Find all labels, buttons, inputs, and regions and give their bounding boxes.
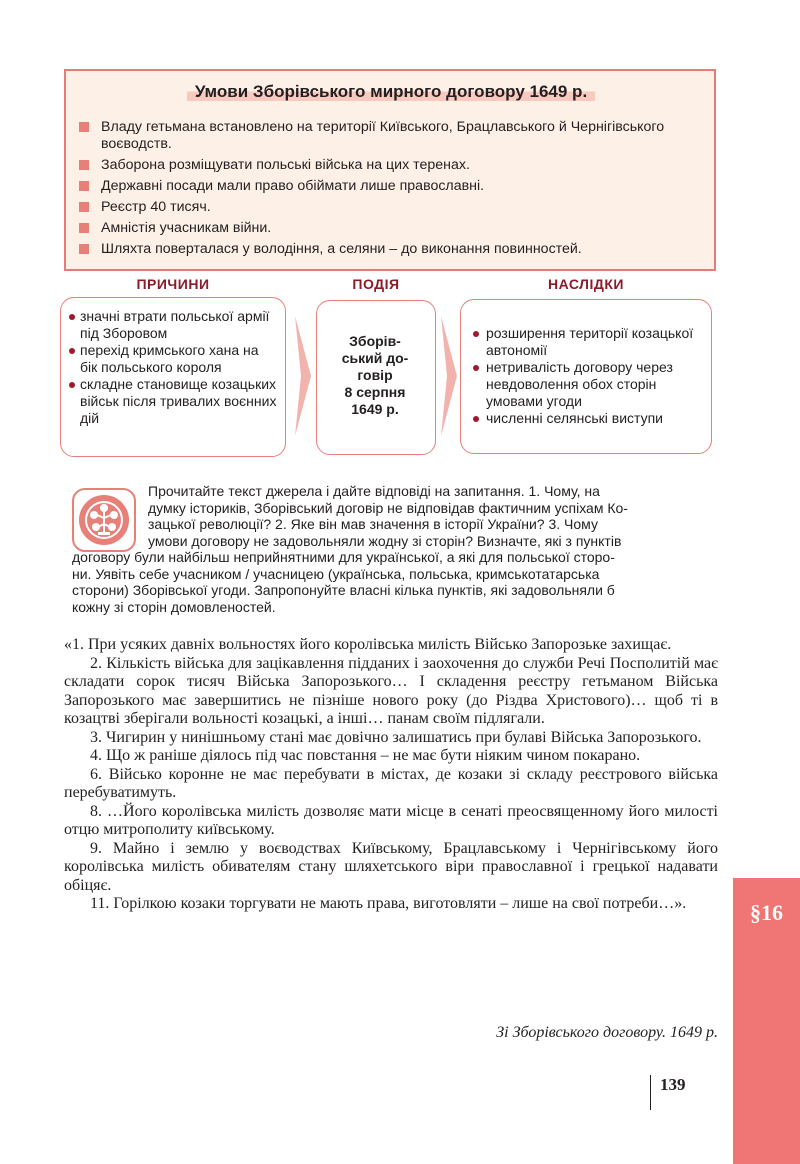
- source-attribution: Зі Зборівського договору. 1649 р.: [496, 1024, 718, 1041]
- cause-item: складне становище козацьких військ після тривалих воєнних дій: [69, 376, 279, 427]
- causes-list: [69, 308, 279, 427]
- event-text: Зборів- ський до- говір 8 серпня 1649 р.: [341, 333, 409, 417]
- source-paragraph: 11. Горілкою козаки торгувати не мають права, виготовляти – лише на свої потреби…».: [90, 895, 687, 912]
- source-paragraph: 2. Кількість війська для зацікавлення підданих і заохочення до служби Речі Посполитій має складати сорок тисяч Війська Запорозького… І складення реєстру гетьманом Війська Запорозького має завершитись не пізніше нового року (до Різдва Христового)… щоб ті в козацтві зберігали вольності козацькі, а інші… панам своїм підлягали.: [64, 654, 718, 727]
- cause-item: значні втрати польської армії під Зборовом: [69, 308, 279, 342]
- source-paragraph: 9. Майно і землю у воєводствах Київському, Брацлавському і Чернігівському його королівська милість обивателям стану шляхетського віри православної і грецької надавати обіцяє.: [64, 839, 718, 894]
- condition-item: Шляхта поверталася у володіння, а селяни – до виконання повинностей.: [76, 241, 702, 258]
- page-number-divider: [650, 1075, 651, 1110]
- task-line: сторони) Зборівської угоди. Запропонуйте власні кілька пунктів, які задовольняли б: [72, 582, 615, 598]
- condition-item: Реєстр 40 тисяч.: [76, 199, 702, 216]
- task-line: Прочитайте текст джерела і дайте відповіді на запитання. 1. Чому, на: [148, 483, 600, 499]
- cause-item: перехід кримського хана на бік польського короля: [69, 342, 279, 376]
- task-line: договору були найбільш неприйнятними для української, а які для польської сторо-: [72, 549, 615, 565]
- causes-box: [60, 297, 286, 457]
- source-paragraph: 6. Військо коронне не має перебувати в містах, де козаки зі складу реєстрового війська перебуватимуть.: [64, 765, 718, 801]
- results-box: [460, 299, 712, 454]
- conditions-box: [64, 69, 716, 271]
- result-item: нетривалість договору через невдоволення обох сторін умовами угоди: [473, 359, 705, 410]
- results-header: НАСЛІДКИ: [548, 276, 624, 292]
- source-paragraph: 4. Що ж раніше діялось під час повстання – не має бути ніяким чином покарано.: [90, 747, 641, 764]
- task-text: [72, 483, 718, 615]
- result-item: численні селянські виступи: [473, 410, 705, 427]
- results-list: [473, 325, 705, 427]
- task-line: кожну зі сторін домовленостей.: [72, 598, 276, 615]
- arrow-right-icon: [439, 316, 459, 436]
- task-line: умови договору не задовольняли жодну зі сторін? Визначте, які з пунктів: [148, 532, 622, 549]
- condition-item: Амністія учасникам війни.: [76, 220, 702, 237]
- conditions-list: [76, 119, 702, 262]
- task-line: зацької революції? 2. Яке він мав значення в історії України? 3. Чому: [148, 516, 598, 532]
- causes-header: ПРИЧИНИ: [136, 276, 210, 292]
- condition-item: Державні посади мали право обіймати лише православні.: [76, 178, 702, 195]
- section-tab: [733, 878, 800, 1164]
- source-paragraph: «1. При усяких давніх вольностях його королівська милість Військо Запорозьке захищає.: [64, 636, 672, 653]
- conditions-title: Умови Зборівського мирного договору 1649 р.: [166, 81, 616, 103]
- page-number: 139: [660, 1075, 686, 1094]
- condition-item: Владу гетьмана встановлено на території Київського, Брацлавського й Чернігівського воєводств.: [76, 119, 702, 153]
- condition-item: Заборона розміщувати польські війська на цих теренах.: [76, 157, 702, 174]
- event-header: ПОДІЯ: [352, 276, 400, 292]
- source-paragraph: 3. Чигирин у нинішньому стані має довічно залишатись при булаві Війська Запорозького.: [90, 728, 702, 746]
- arrow-right-icon: [293, 316, 313, 436]
- result-item: розширення території козацької автономії: [473, 325, 705, 359]
- task-line: ни. Уявіть себе учасником / учасницею (українська, польська, кримськотатарська: [72, 565, 600, 582]
- source-text: [64, 636, 718, 914]
- section-tab-label: §16: [750, 900, 783, 925]
- task-line: думку істориків, Зборівський договір не відповідав фактичним успіхам Ко-: [148, 499, 628, 516]
- source-paragraph: 8. …Його королівська милість дозволяє мати місце в сенаті преосвященному його милості отцю митрополиту київському.: [64, 802, 718, 838]
- event-box: [316, 300, 436, 455]
